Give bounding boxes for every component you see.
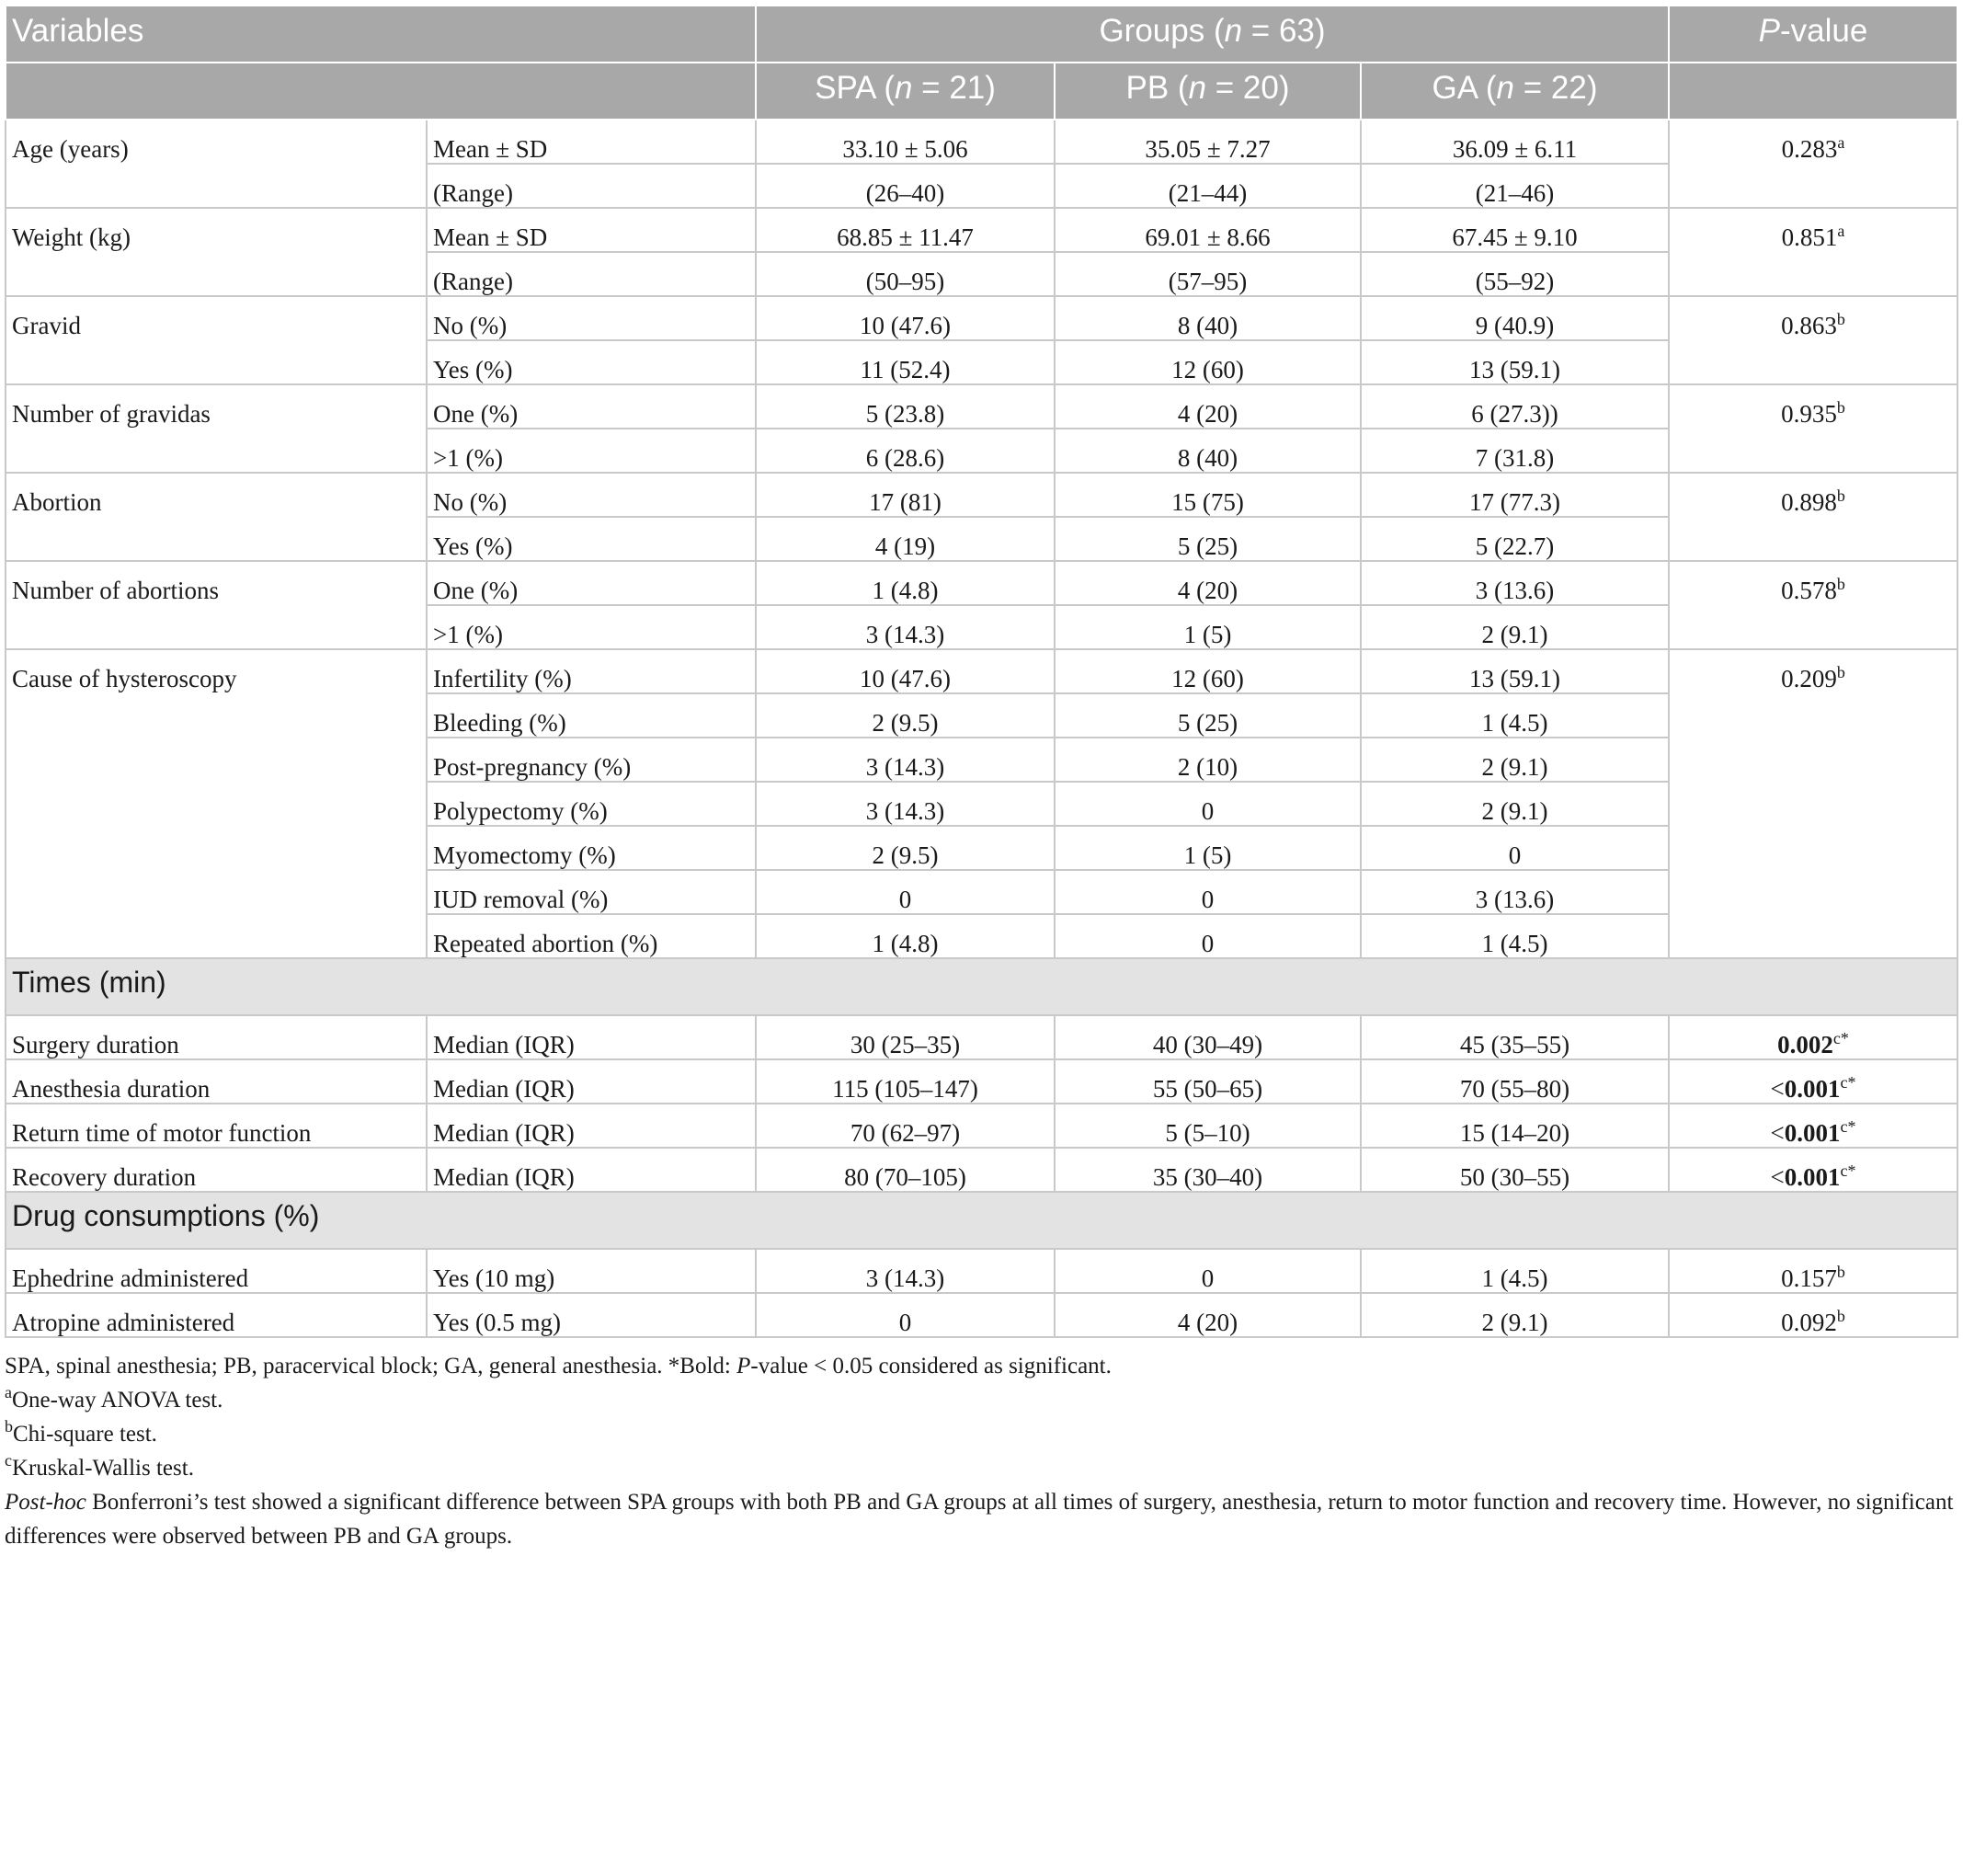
section-drugs xyxy=(6,1192,1957,1249)
p-value-text: 0.157 xyxy=(1781,1264,1837,1292)
variable-name: Recovery duration xyxy=(6,1148,427,1192)
sub-label: Median (IQR) xyxy=(427,1148,756,1192)
pb-value: 0 xyxy=(1055,1249,1361,1293)
p-value xyxy=(1669,296,1957,384)
sub-label: Mean ± SD xyxy=(427,208,756,252)
table-body xyxy=(6,120,1957,1337)
table-row xyxy=(6,1059,1957,1104)
spa-value: 70 (62–97) xyxy=(756,1104,1055,1148)
sub-label: Median (IQR) xyxy=(427,1015,756,1059)
table-row xyxy=(6,296,1957,340)
header-ga: GA (n = 22) xyxy=(1361,63,1669,120)
pb-value: 35.05 ± 7.27 xyxy=(1055,120,1361,164)
table-row xyxy=(6,561,1957,605)
header-pvalue: P-value xyxy=(1669,6,1957,63)
sub-label: One (%) xyxy=(427,384,756,429)
pb-value: (57–95) xyxy=(1055,252,1361,296)
pb-value: 0 xyxy=(1055,782,1361,826)
p-value-footnote: a xyxy=(1837,133,1845,152)
pb-value: 4 (20) xyxy=(1055,384,1361,429)
pb-value: 12 (60) xyxy=(1055,340,1361,384)
p-value-prefix: < xyxy=(1770,1075,1785,1103)
pb-value: 5 (5–10) xyxy=(1055,1104,1361,1148)
spa-value: 115 (105–147) xyxy=(756,1059,1055,1104)
p-value xyxy=(1669,1015,1957,1059)
pb-value: 8 (40) xyxy=(1055,429,1361,473)
sub-label: Myomectomy (%) xyxy=(427,826,756,870)
spa-value: 2 (9.5) xyxy=(756,826,1055,870)
pb-value: 40 (30–49) xyxy=(1055,1015,1361,1059)
spa-value: 0 xyxy=(756,1293,1055,1337)
p-value-text: 0.092 xyxy=(1781,1309,1837,1336)
spa-value: 0 xyxy=(756,870,1055,914)
section-drugs-label: Drug consumptions (%) xyxy=(6,1192,1957,1249)
sub-label: IUD removal (%) xyxy=(427,870,756,914)
table-row xyxy=(6,208,1957,252)
sub-label: >1 (%) xyxy=(427,605,756,649)
p-value-footnote: b xyxy=(1836,663,1845,681)
ga-value: 9 (40.9) xyxy=(1361,296,1669,340)
sub-label: Post-pregnancy (%) xyxy=(427,738,756,782)
p-value xyxy=(1669,649,1957,958)
ga-value: (55–92) xyxy=(1361,252,1669,296)
pb-value: (21–44) xyxy=(1055,164,1361,208)
p-value-text: 0.209 xyxy=(1781,665,1837,692)
table-row xyxy=(6,1148,1957,1192)
ga-value: 7 (31.8) xyxy=(1361,429,1669,473)
ga-value: 45 (35–55) xyxy=(1361,1015,1669,1059)
spa-value: 3 (14.3) xyxy=(756,782,1055,826)
p-value-footnote: a xyxy=(1837,222,1845,240)
p-value xyxy=(1669,1104,1957,1148)
p-value-text: 0.283 xyxy=(1781,135,1838,163)
spa-value: 1 (4.8) xyxy=(756,914,1055,958)
table-row xyxy=(6,120,1957,164)
variable-name: Return time of motor function xyxy=(6,1104,427,1148)
p-value-footnote: b xyxy=(1836,1307,1845,1325)
footnote-posthoc: Post-hoc Bonferroni’s test showed a significant difference between SPA groups with both PB and GA groups at all times of surgery, anesthesia, return to motor function and recovery time. However, no significant differences were observed between PB and GA groups. xyxy=(5,1490,1954,1549)
variable-name: Abortion xyxy=(6,473,427,561)
spa-value: 80 (70–105) xyxy=(756,1148,1055,1192)
section-times xyxy=(6,958,1957,1015)
variable-name: Age (years) xyxy=(6,120,427,208)
spa-value: (26–40) xyxy=(756,164,1055,208)
table-row xyxy=(6,1249,1957,1293)
ga-value: 13 (59.1) xyxy=(1361,649,1669,693)
p-value-text: 0.851 xyxy=(1781,223,1838,251)
pb-value: 1 (5) xyxy=(1055,605,1361,649)
table-row xyxy=(6,1293,1957,1337)
sub-label: >1 (%) xyxy=(427,429,756,473)
spa-value: 11 (52.4) xyxy=(756,340,1055,384)
footnote-abbreviations: SPA, spinal anesthesia; PB, paracervical block; GA, general anesthesia. *Bold: P-value < 0.05 considered as significant. xyxy=(5,1354,1112,1378)
sub-label: Median (IQR) xyxy=(427,1059,756,1104)
spa-value: 1 (4.8) xyxy=(756,561,1055,605)
sub-label: Yes (%) xyxy=(427,340,756,384)
ga-value: 67.45 ± 9.10 xyxy=(1361,208,1669,252)
p-value-prefix: < xyxy=(1770,1163,1785,1191)
pb-value: 55 (50–65) xyxy=(1055,1059,1361,1104)
pb-value: 69.01 ± 8.66 xyxy=(1055,208,1361,252)
p-value-footnote: b xyxy=(1836,575,1845,593)
table-row xyxy=(6,1015,1957,1059)
variable-name: Atropine administered xyxy=(6,1293,427,1337)
ga-value: 0 xyxy=(1361,826,1669,870)
sub-label: No (%) xyxy=(427,473,756,517)
sub-label: Repeated abortion (%) xyxy=(427,914,756,958)
pb-value: 8 (40) xyxy=(1055,296,1361,340)
p-value xyxy=(1669,473,1957,561)
spa-value: 68.85 ± 11.47 xyxy=(756,208,1055,252)
spa-value: 33.10 ± 5.06 xyxy=(756,120,1055,164)
header-spa: SPA (n = 21) xyxy=(756,63,1055,120)
p-value-text: 0.002 xyxy=(1777,1031,1833,1058)
ga-value: 3 (13.6) xyxy=(1361,561,1669,605)
ga-value: 6 (27.3)) xyxy=(1361,384,1669,429)
p-value-footnote: c* xyxy=(1840,1161,1856,1180)
ga-value: 1 (4.5) xyxy=(1361,693,1669,738)
p-value-footnote: c* xyxy=(1832,1029,1849,1047)
ga-value: 36.09 ± 6.11 xyxy=(1361,120,1669,164)
p-value-footnote: b xyxy=(1836,1263,1845,1281)
section-times-label: Times (min) xyxy=(6,958,1957,1015)
p-value xyxy=(1669,120,1957,208)
sub-label: (Range) xyxy=(427,252,756,296)
ga-value: 2 (9.1) xyxy=(1361,738,1669,782)
p-value xyxy=(1669,208,1957,296)
footnote-b: $^b$Chi-square test. xyxy=(5,1417,157,1447)
sub-label: (Range) xyxy=(427,164,756,208)
p-value xyxy=(1669,1148,1957,1192)
p-value xyxy=(1669,561,1957,649)
p-value-footnote: b xyxy=(1836,398,1845,417)
spa-value: 10 (47.6) xyxy=(756,296,1055,340)
ga-value: 2 (9.1) xyxy=(1361,1293,1669,1337)
p-value-text: 0.001 xyxy=(1784,1163,1841,1191)
spa-value: 4 (19) xyxy=(756,517,1055,561)
ga-value: 2 (9.1) xyxy=(1361,605,1669,649)
variable-name: Number of gravidas xyxy=(6,384,427,473)
variable-name: Weight (kg) xyxy=(6,208,427,296)
header-pb: PB (n = 20) xyxy=(1055,63,1361,120)
table-figure xyxy=(5,5,1957,1553)
pb-value: 2 (10) xyxy=(1055,738,1361,782)
sub-label: Polypectomy (%) xyxy=(427,782,756,826)
p-value-text: 0.935 xyxy=(1781,400,1837,428)
table-row xyxy=(6,649,1957,693)
header-groups: Groups (n = 63) xyxy=(756,6,1669,63)
variable-name: Number of abortions xyxy=(6,561,427,649)
table-row xyxy=(6,473,1957,517)
variable-name: Ephedrine administered xyxy=(6,1249,427,1293)
sub-label: Mean ± SD xyxy=(427,120,756,164)
pb-value: 4 (20) xyxy=(1055,1293,1361,1337)
sub-label: No (%) xyxy=(427,296,756,340)
ga-value: 70 (55–80) xyxy=(1361,1059,1669,1104)
p-value-footnote: c* xyxy=(1840,1117,1856,1136)
pb-value: 1 (5) xyxy=(1055,826,1361,870)
p-value-prefix: < xyxy=(1770,1119,1785,1147)
p-value-text: 0.863 xyxy=(1781,312,1837,339)
pb-value: 0 xyxy=(1055,870,1361,914)
ga-value: 1 (4.5) xyxy=(1361,914,1669,958)
p-value xyxy=(1669,384,1957,473)
p-value-text: 0.898 xyxy=(1781,488,1837,516)
p-value xyxy=(1669,1249,1957,1293)
sub-label: Infertility (%) xyxy=(427,649,756,693)
spa-value: 10 (47.6) xyxy=(756,649,1055,693)
sub-label: Bleeding (%) xyxy=(427,693,756,738)
pb-value: 5 (25) xyxy=(1055,693,1361,738)
spa-value: 5 (23.8) xyxy=(756,384,1055,429)
p-value-text: 0.001 xyxy=(1784,1075,1841,1103)
p-value-text: 0.001 xyxy=(1784,1119,1841,1147)
ga-value: (21–46) xyxy=(1361,164,1669,208)
ga-value: 5 (22.7) xyxy=(1361,517,1669,561)
demographics-table xyxy=(5,5,1958,1338)
footnote-c: $^c$Kruskal-Wallis test. xyxy=(5,1451,194,1481)
spa-value: 17 (81) xyxy=(756,473,1055,517)
ga-value: 17 (77.3) xyxy=(1361,473,1669,517)
p-value-text: 0.578 xyxy=(1781,577,1837,604)
spa-value: 6 (28.6) xyxy=(756,429,1055,473)
variable-name: Gravid xyxy=(6,296,427,384)
variable-name: Cause of hysteroscopy xyxy=(6,649,427,958)
spa-value: 30 (25–35) xyxy=(756,1015,1055,1059)
header-blank xyxy=(6,63,756,120)
spa-value: 3 (14.3) xyxy=(756,738,1055,782)
ga-value: 15 (14–20) xyxy=(1361,1104,1669,1148)
header-variables: Variables xyxy=(6,6,756,63)
footnote-a: $^a$One-way ANOVA test. xyxy=(5,1383,223,1413)
sub-label: Yes (10 mg) xyxy=(427,1249,756,1293)
pb-value: 0 xyxy=(1055,914,1361,958)
sub-label: Yes (0.5 mg) xyxy=(427,1293,756,1337)
variable-name: Anesthesia duration xyxy=(6,1059,427,1104)
sub-label: One (%) xyxy=(427,561,756,605)
table-row xyxy=(6,384,1957,429)
ga-value: 1 (4.5) xyxy=(1361,1249,1669,1293)
ga-value: 13 (59.1) xyxy=(1361,340,1669,384)
variable-name: Surgery duration xyxy=(6,1015,427,1059)
pb-value: 15 (75) xyxy=(1055,473,1361,517)
ga-value: 2 (9.1) xyxy=(1361,782,1669,826)
pb-value: 4 (20) xyxy=(1055,561,1361,605)
pb-value: 5 (25) xyxy=(1055,517,1361,561)
p-value-footnote: b xyxy=(1836,486,1845,505)
p-value xyxy=(1669,1059,1957,1104)
sub-label: Median (IQR) xyxy=(427,1104,756,1148)
header-pvalue-blank xyxy=(1669,63,1957,120)
p-value-footnote: b xyxy=(1836,310,1845,328)
sub-label: Yes (%) xyxy=(427,517,756,561)
p-value-footnote: c* xyxy=(1840,1073,1856,1092)
spa-value: 2 (9.5) xyxy=(756,693,1055,738)
table-row xyxy=(6,1104,1957,1148)
pb-value: 35 (30–40) xyxy=(1055,1148,1361,1192)
p-value xyxy=(1669,1293,1957,1337)
spa-value: 3 (14.3) xyxy=(756,605,1055,649)
ga-value: 3 (13.6) xyxy=(1361,870,1669,914)
ga-value: 50 (30–55) xyxy=(1361,1148,1669,1192)
table-footnotes xyxy=(5,1349,1957,1553)
spa-value: 3 (14.3) xyxy=(756,1249,1055,1293)
spa-value: (50–95) xyxy=(756,252,1055,296)
pb-value: 12 (60) xyxy=(1055,649,1361,693)
